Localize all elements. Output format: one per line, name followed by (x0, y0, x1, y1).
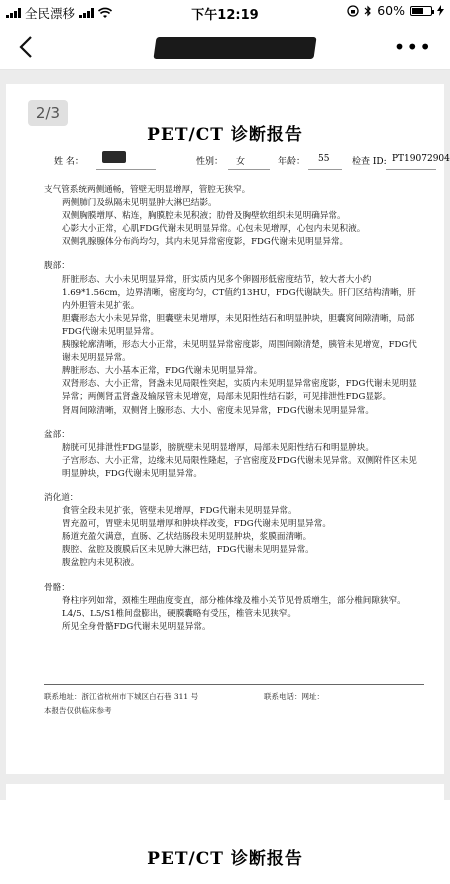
document-viewer[interactable] (0, 70, 450, 869)
report-footer (44, 684, 424, 716)
report-paragraph: 脊柱序列如常，颈椎生理曲度变直，部分椎体缘及椎小关节见骨质增生，部分椎间隙狭窄。L4/5、L5/S1椎间盘膨出，硬膜囊略有受压，椎管未见狭窄。 (62, 595, 406, 619)
report-page (6, 84, 450, 774)
footer-divider (44, 684, 424, 685)
chevron-left-icon[interactable] (12, 32, 42, 62)
page-indicator: 2/3 (28, 100, 68, 126)
report-paragraph: 胆囊形态大小未见异常，胆囊壁未见增厚，未见阳性结石和明显肿块，胆囊窝间隙清晰，局部FDG代谢未见明显异常。 (62, 313, 415, 337)
status-right (347, 3, 444, 18)
sex-underline (228, 169, 270, 170)
id-label: 检查 ID: (352, 157, 387, 167)
name-underline (96, 169, 156, 170)
status-time: 下午12:19 (191, 8, 259, 23)
report-title: PET/CT 诊断报告 (147, 125, 303, 145)
report-paragraph: 腹盆腔内未见积液。 (62, 558, 140, 569)
report-paragraph: 两侧肺门及纵隔未见明显肿大淋巴结影。 (62, 198, 217, 209)
charging-bolt-icon (437, 5, 444, 16)
id-underline (386, 169, 436, 170)
sex-label: 性别： (196, 157, 224, 167)
report-paragraph: 肝脏形态、大小未见明显异常，肝实质内见多个卵圆形低密度结节，较大者大小约1.69*1.56cm，边界清晰，密度均匀，CT值约13HU，FDG代谢缺失。肝门区结构清晰，肝内外胆管未见扩张。 (62, 274, 416, 311)
nav-bar (0, 24, 450, 70)
report-paragraph: 腹腔、盆腔及腹膜后区未见肿大淋巴结，FDG代谢未见明显异常。 (62, 545, 314, 556)
report-paragraph: 食管全段未见扩张，管壁未见增厚，FDG代谢未见明显异常。 (62, 506, 297, 517)
report-paragraph: 双侧胸膜增厚、粘连，胸膜腔未见积液；肋骨及胸壁软组织未见明确异常。 (62, 211, 346, 222)
report-page-next (6, 784, 444, 884)
age-label: 年龄： (278, 157, 306, 167)
report-paragraph: 肾周间隙清晰，双侧肾上腺形态、大小、密度未见异常，FDG代谢未见明显异常。 (62, 405, 374, 416)
battery-percent: 60% (377, 3, 405, 18)
section-heading-pelvis: 盆部： (44, 429, 70, 440)
footer-phone: 联系电话：网址： (264, 692, 324, 701)
report-paragraph: 胃充盈可，胃壁未见明显增厚和肿块样改变，FDG代谢未见明显异常。 (62, 519, 331, 530)
bluetooth-icon (364, 5, 372, 17)
report-paragraph: 双侧乳腺腺体分布尚均匀，其内未见异常密度影，FDG代谢未见明显异常。 (62, 237, 349, 248)
report-paragraph: 支气管系统两侧通畅，管壁无明显增厚，管腔无狭窄。 (44, 185, 251, 195)
report-paragraph: 肠道充盈欠满意，直肠、乙状结肠段未见明显肿块，浆膜面清晰。 (62, 532, 312, 543)
footer-contact-row (44, 691, 424, 702)
carrier-name: 全民漂移 (25, 6, 76, 21)
battery-fill (412, 8, 423, 14)
report-paragraph: 脾脏形态、大小基本正常，FDG代谢未见明显异常。 (62, 366, 263, 377)
next-page-title: PET/CT 诊断报告 (147, 849, 303, 869)
redacted-name (102, 151, 126, 163)
report-paragraph: 膀胱可见排泄性FDG显影，膀胱壁未见明显增厚，局部未见阳性结石和明显肿块。 (62, 442, 374, 453)
redacted-title (153, 37, 316, 59)
id-value: PT19072904 (392, 154, 450, 164)
section-heading-skeleton: 骨骼： (44, 582, 70, 593)
age-underline (308, 169, 342, 170)
rotation-lock-icon (347, 5, 359, 17)
section-heading-digestive: 消化道： (44, 492, 79, 503)
report-paragraph: 心影大小正常，心肌FDG代谢未见明显异常。心包未见增厚，心包内未见积液。 (62, 224, 366, 235)
footer-address: 联系地址：浙江省杭州市下城区白石巷 311 号 (44, 692, 199, 701)
report-paragraph: 所见全身骨骼FDG代谢未见明显异常。 (62, 621, 211, 632)
name-label: 姓 名： (54, 157, 84, 167)
sex-value: 女 (236, 157, 246, 167)
section-heading-abdomen: 腹部： (44, 261, 70, 272)
patient-info-row (46, 150, 450, 172)
status-bar (0, 0, 450, 24)
ellipsis-icon[interactable]: ••• (393, 35, 432, 59)
report-paragraph: 子宫形态、大小正常，边缘未见局限性隆起，子宫密度及FDG代谢未见异常。双侧附件区未见明显肿块，FDG代谢未见明显异常。 (62, 455, 417, 479)
report-paragraph: 胰腺轮廓清晰，形态大小正常，未见明显异常密度影，周围间隙清楚，胰管未见增宽，FDG代谢未见明显异常。 (62, 340, 417, 364)
age-value: 55 (318, 154, 330, 164)
report-paragraph: 双肾形态、大小正常，肾盏未见局限性突起，实质内未见明显异常密度影，FDG代谢未见明显异常；两侧肾盂肾盏及输尿管未见增宽，局部未见阳性结石影，可见排泄性FDG显影。 (62, 379, 417, 403)
footer-note: 本报告仅供临床参考 (44, 706, 112, 715)
battery-icon (410, 6, 432, 16)
report-body (44, 184, 424, 634)
